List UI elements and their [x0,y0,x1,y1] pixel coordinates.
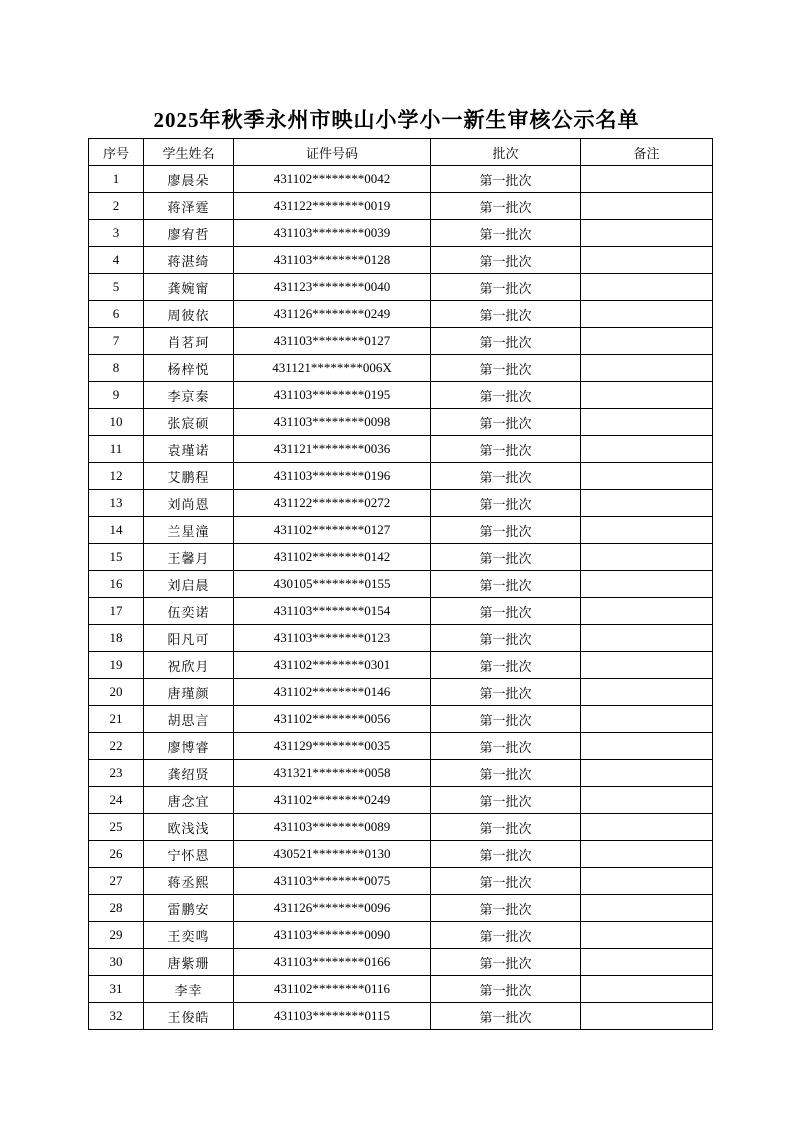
cell-note [581,733,713,760]
cell-student-name: 阳凡可 [144,625,234,652]
cell-serial-number: 11 [89,436,144,463]
table-row [89,760,713,787]
cell-batch: 第一批次 [431,409,581,436]
cell-id-number: 430521********0130 [234,841,431,868]
cell-note [581,841,713,868]
cell-batch: 第一批次 [431,517,581,544]
cell-note [581,166,713,193]
table-row [89,436,713,463]
cell-student-name: 龚绍贤 [144,760,234,787]
cell-id-number: 431102********0146 [234,679,431,706]
cell-batch: 第一批次 [431,355,581,382]
cell-serial-number: 29 [89,922,144,949]
cell-batch: 第一批次 [431,733,581,760]
cell-serial-number: 7 [89,328,144,355]
table-row [89,517,713,544]
cell-student-name: 蒋丞熙 [144,868,234,895]
cell-student-name: 刘启晨 [144,571,234,598]
table-row [89,868,713,895]
cell-serial-number: 25 [89,814,144,841]
cell-note [581,598,713,625]
cell-batch: 第一批次 [431,895,581,922]
table-row [89,220,713,247]
cell-serial-number: 15 [89,544,144,571]
cell-batch: 第一批次 [431,274,581,301]
cell-student-name: 宁怀恩 [144,841,234,868]
cell-student-name: 廖博睿 [144,733,234,760]
cell-batch: 第一批次 [431,787,581,814]
cell-note [581,247,713,274]
cell-serial-number: 30 [89,949,144,976]
cell-id-number: 431103********0098 [234,409,431,436]
cell-student-name: 周彼依 [144,301,234,328]
header-student-name: 学生姓名 [144,139,234,166]
cell-note [581,382,713,409]
cell-batch: 第一批次 [431,166,581,193]
cell-serial-number: 1 [89,166,144,193]
cell-note [581,760,713,787]
cell-id-number: 431103********0039 [234,220,431,247]
cell-id-number: 431102********0301 [234,652,431,679]
table-row [89,841,713,868]
cell-student-name: 廖晨朵 [144,166,234,193]
cell-batch: 第一批次 [431,760,581,787]
cell-batch: 第一批次 [431,625,581,652]
table-row [89,544,713,571]
cell-serial-number: 21 [89,706,144,733]
cell-batch: 第一批次 [431,301,581,328]
cell-note [581,868,713,895]
cell-id-number: 431103********0075 [234,868,431,895]
table-row [89,598,713,625]
cell-serial-number: 24 [89,787,144,814]
cell-note [581,976,713,1003]
cell-note [581,463,713,490]
cell-batch: 第一批次 [431,328,581,355]
header-batch: 批次 [431,139,581,166]
cell-id-number: 431102********0116 [234,976,431,1003]
table-row [89,382,713,409]
table-row [89,193,713,220]
cell-student-name: 李京秦 [144,382,234,409]
cell-id-number: 431103********0123 [234,625,431,652]
cell-serial-number: 16 [89,571,144,598]
cell-batch: 第一批次 [431,1003,581,1030]
table-row [89,787,713,814]
cell-student-name: 艾鹏程 [144,463,234,490]
cell-serial-number: 4 [89,247,144,274]
cell-serial-number: 2 [89,193,144,220]
cell-id-number: 430105********0155 [234,571,431,598]
table-row [89,355,713,382]
table-row [89,679,713,706]
cell-id-number: 431103********0089 [234,814,431,841]
cell-batch: 第一批次 [431,706,581,733]
table-row [89,301,713,328]
cell-batch: 第一批次 [431,868,581,895]
table-row [89,1003,713,1030]
cell-serial-number: 9 [89,382,144,409]
cell-id-number: 431102********0042 [234,166,431,193]
cell-student-name: 祝欣月 [144,652,234,679]
cell-note [581,1003,713,1030]
cell-note [581,922,713,949]
cell-note [581,220,713,247]
cell-student-name: 胡思言 [144,706,234,733]
student-roster-table [88,138,713,1030]
cell-batch: 第一批次 [431,490,581,517]
table-row [89,922,713,949]
table-row [89,949,713,976]
cell-serial-number: 28 [89,895,144,922]
cell-note [581,193,713,220]
cell-student-name: 袁瑾诺 [144,436,234,463]
cell-note [581,355,713,382]
table-row [89,463,713,490]
cell-student-name: 张宸硕 [144,409,234,436]
table-row [89,733,713,760]
cell-serial-number: 22 [89,733,144,760]
cell-note [581,706,713,733]
cell-serial-number: 20 [89,679,144,706]
table-body [89,166,713,1030]
cell-id-number: 431121********0036 [234,436,431,463]
cell-batch: 第一批次 [431,436,581,463]
cell-student-name: 王馨月 [144,544,234,571]
cell-batch: 第一批次 [431,841,581,868]
cell-batch: 第一批次 [431,193,581,220]
cell-id-number: 431103********0127 [234,328,431,355]
cell-serial-number: 5 [89,274,144,301]
cell-student-name: 杨梓悦 [144,355,234,382]
cell-student-name: 廖宥哲 [144,220,234,247]
table-row [89,274,713,301]
table-row [89,247,713,274]
cell-batch: 第一批次 [431,544,581,571]
cell-serial-number: 19 [89,652,144,679]
cell-serial-number: 17 [89,598,144,625]
cell-id-number: 431129********0035 [234,733,431,760]
cell-id-number: 431102********0142 [234,544,431,571]
page-title: 2025年秋季永州市映山小学小一新生审核公示名单 [153,108,640,132]
cell-id-number: 431122********0272 [234,490,431,517]
cell-student-name: 欧浅浅 [144,814,234,841]
cell-id-number: 431103********0090 [234,922,431,949]
cell-batch: 第一批次 [431,976,581,1003]
table-row [89,625,713,652]
cell-id-number: 431126********0249 [234,301,431,328]
cell-student-name: 唐瑾颜 [144,679,234,706]
cell-note [581,679,713,706]
cell-batch: 第一批次 [431,571,581,598]
cell-note [581,787,713,814]
cell-student-name: 蒋泽霆 [144,193,234,220]
cell-student-name: 唐紫珊 [144,949,234,976]
cell-batch: 第一批次 [431,814,581,841]
cell-student-name: 伍奕诺 [144,598,234,625]
cell-note [581,652,713,679]
cell-note [581,625,713,652]
cell-student-name: 雷鹏安 [144,895,234,922]
header-note: 备注 [581,139,713,166]
cell-serial-number: 32 [89,1003,144,1030]
cell-note [581,571,713,598]
cell-student-name: 龚婉甯 [144,274,234,301]
cell-student-name: 王俊皓 [144,1003,234,1030]
cell-note [581,517,713,544]
cell-note [581,490,713,517]
cell-id-number: 431103********0166 [234,949,431,976]
cell-batch: 第一批次 [431,247,581,274]
cell-student-name: 刘尚恩 [144,490,234,517]
cell-batch: 第一批次 [431,220,581,247]
cell-id-number: 431103********0154 [234,598,431,625]
cell-batch: 第一批次 [431,922,581,949]
cell-id-number: 431102********0056 [234,706,431,733]
cell-student-name: 肖茗珂 [144,328,234,355]
cell-student-name: 蒋湛绮 [144,247,234,274]
cell-serial-number: 18 [89,625,144,652]
table-header [89,139,713,166]
cell-student-name: 李幸 [144,976,234,1003]
cell-student-name: 王奕鸣 [144,922,234,949]
cell-batch: 第一批次 [431,463,581,490]
cell-serial-number: 13 [89,490,144,517]
header-id-number: 证件号码 [234,139,431,166]
cell-id-number: 431103********0128 [234,247,431,274]
cell-serial-number: 31 [89,976,144,1003]
table-row [89,976,713,1003]
cell-id-number: 431103********0196 [234,463,431,490]
cell-student-name: 兰星潼 [144,517,234,544]
cell-id-number: 431103********0115 [234,1003,431,1030]
table-row [89,166,713,193]
cell-note [581,814,713,841]
cell-serial-number: 23 [89,760,144,787]
cell-serial-number: 14 [89,517,144,544]
table-row [89,328,713,355]
cell-batch: 第一批次 [431,652,581,679]
cell-serial-number: 3 [89,220,144,247]
cell-id-number: 431123********0040 [234,274,431,301]
table-row [89,652,713,679]
cell-student-name: 唐念宜 [144,787,234,814]
table-row [89,409,713,436]
cell-id-number: 431122********0019 [234,193,431,220]
cell-batch: 第一批次 [431,382,581,409]
cell-serial-number: 27 [89,868,144,895]
cell-id-number: 431102********0249 [234,787,431,814]
header-serial-number: 序号 [89,139,144,166]
cell-note [581,328,713,355]
table-row [89,706,713,733]
cell-serial-number: 6 [89,301,144,328]
cell-id-number: 431126********0096 [234,895,431,922]
cell-note [581,409,713,436]
cell-note [581,895,713,922]
table-row [89,814,713,841]
cell-id-number: 431321********0058 [234,760,431,787]
cell-note [581,544,713,571]
cell-batch: 第一批次 [431,679,581,706]
cell-serial-number: 12 [89,463,144,490]
cell-batch: 第一批次 [431,949,581,976]
cell-batch: 第一批次 [431,598,581,625]
cell-note [581,301,713,328]
cell-serial-number: 26 [89,841,144,868]
table-row [89,571,713,598]
cell-serial-number: 10 [89,409,144,436]
cell-note [581,949,713,976]
cell-id-number: 431102********0127 [234,517,431,544]
cell-note [581,274,713,301]
table-row [89,490,713,517]
cell-note [581,436,713,463]
cell-serial-number: 8 [89,355,144,382]
cell-id-number: 431121********006X [234,355,431,382]
table-header-row [89,139,713,166]
table-row [89,895,713,922]
cell-id-number: 431103********0195 [234,382,431,409]
